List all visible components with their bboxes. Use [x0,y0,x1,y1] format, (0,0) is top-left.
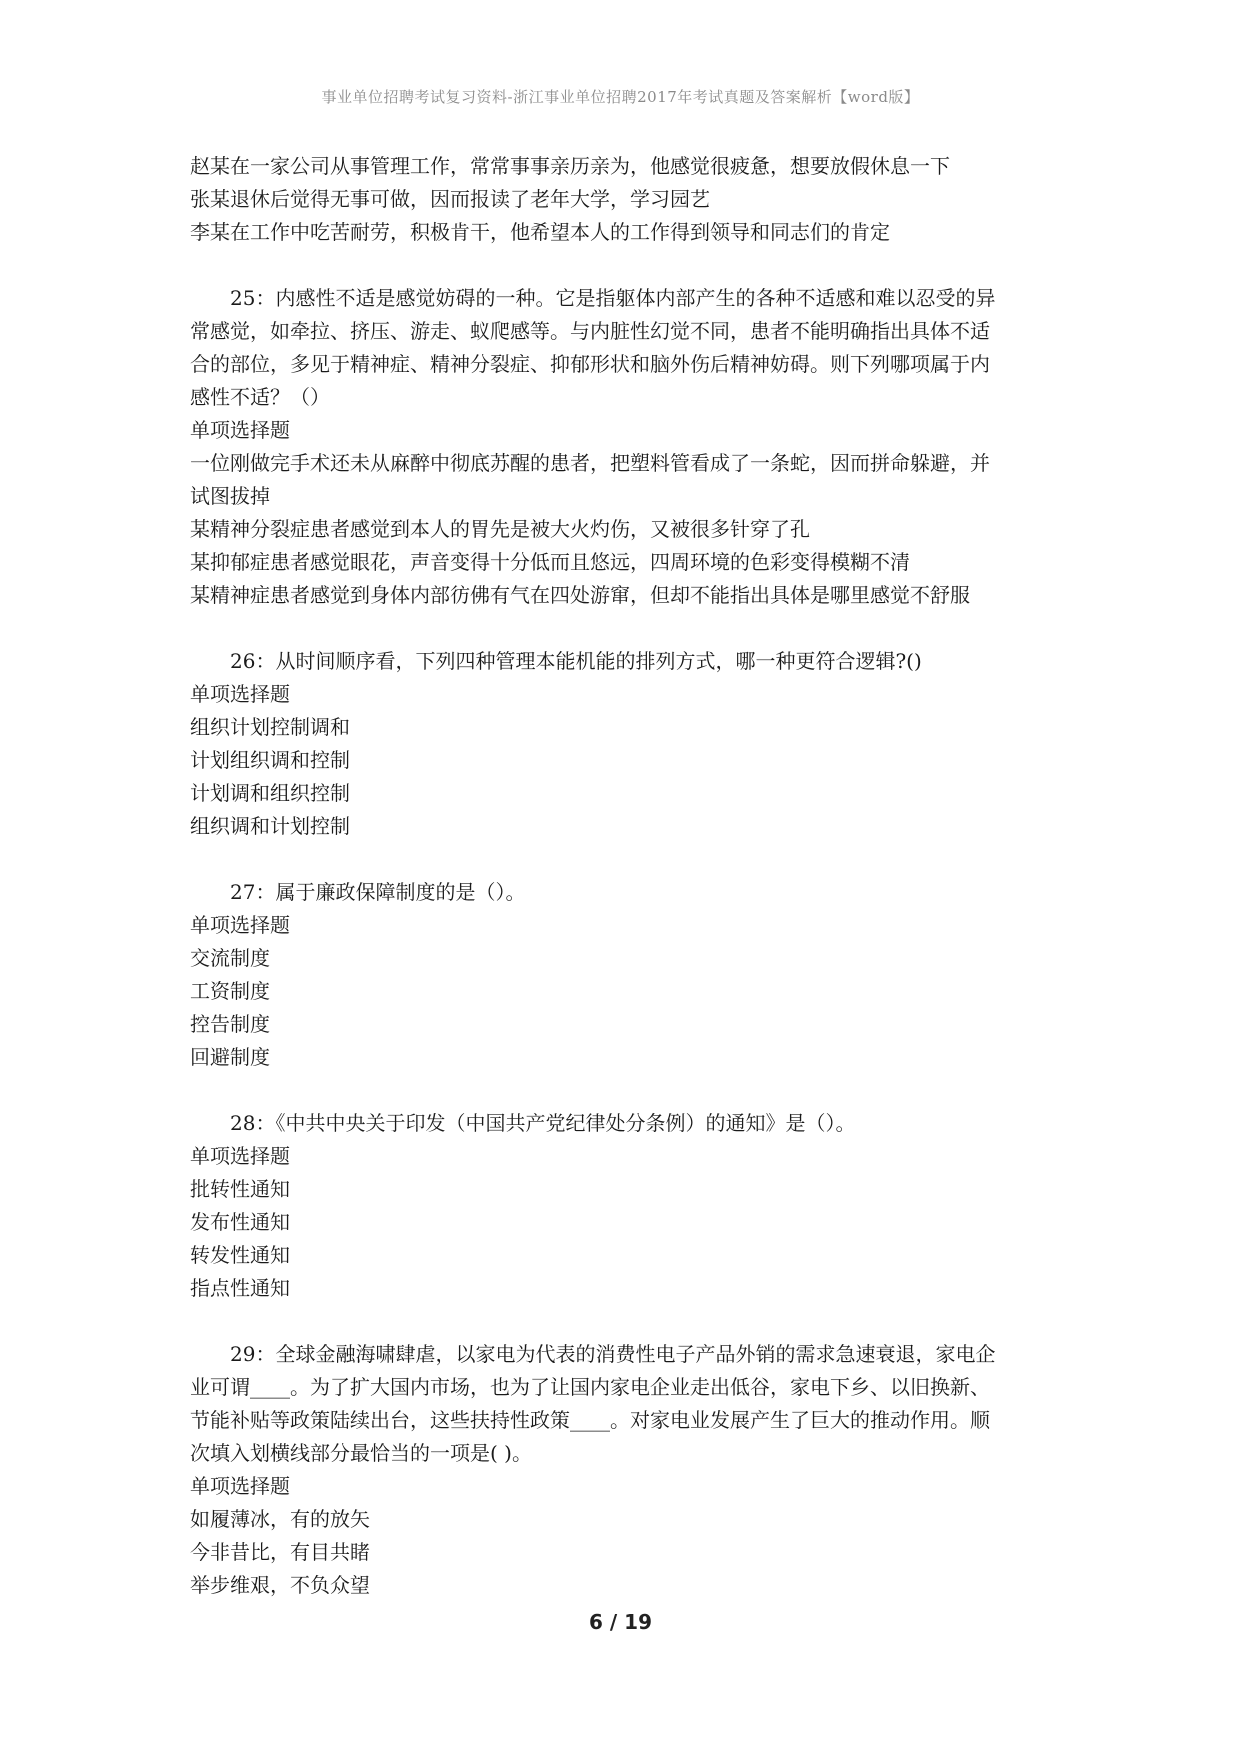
question-stem: 29：全球金融海啸肆虐，以家电为代表的消费性电子产品外销的需求急速衰退，家电企 [230,1342,996,1366]
question-type: 单项选择题 [190,418,290,442]
question-type: 单项选择题 [190,1144,290,1168]
option-text: 交流制度 [190,946,270,970]
question-type: 单项选择题 [190,682,290,706]
question-28 [190,1107,1070,1305]
option-text: 计划组织调和控制 [190,748,350,772]
option-text: 举步维艰，不负众望 [190,1573,370,1597]
option-text: 李某在工作中吃苦耐劳，积极肯干，他希望本人的工作得到领导和同志们的肯定 [190,220,890,244]
question-25 [190,282,1070,612]
option-text: 某精神分裂症患者感觉到本人的胃先是被大火灼伤，又被很多针穿了孔 [190,517,810,541]
option-text: 赵某在一家公司从事管理工作，常常事事亲历亲为，他感觉很疲惫，想要放假休息一下 [190,154,950,178]
option-text: 转发性通知 [190,1243,290,1267]
option-text: 回避制度 [190,1045,270,1069]
option-text: 指点性通知 [190,1276,290,1300]
question-29 [190,1338,1070,1602]
question-26 [190,645,1070,843]
option-text: 计划调和组织控制 [190,781,350,805]
question-stem: 27：属于廉政保障制度的是（）。 [230,880,526,904]
question-stem: 26：从时间顺序看，下列四种管理本能机能的排列方式，哪一种更符合逻辑?() [230,649,922,673]
option-text: 某精神症患者感觉到身体内部彷佛有气在四处游窜，但却不能指出具体是哪里感觉不舒服 [190,583,970,607]
option-text: 组织调和计划控制 [190,814,350,838]
question-type: 单项选择题 [190,913,290,937]
question-27 [190,876,1070,1074]
option-text: 发布性通知 [190,1210,290,1234]
page-header: 事业单位招聘考试复习资料-浙江事业单位招聘2017年考试真题及答案解析【word版】 [321,88,920,106]
question-stem: 节能补贴等政策陆续出台，这些扶持性政策____。对家电业发展产生了巨大的推动作用。顺 [190,1408,990,1432]
question-stem: 常感觉，如牵拉、挤压、游走、蚁爬感等。与内脏性幻觉不同，患者不能明确指出具体不适 [190,319,990,343]
option-text: 如履薄冰，有的放矢 [190,1507,370,1531]
page-number: 6 / 19 [589,1610,652,1634]
question-stem: 业可谓____。为了扩大国内市场，也为了让国内家电企业走出低谷，家电下乡、以旧换新、 [190,1375,990,1399]
question-stem: 28：《中共中央关于印发（中国共产党纪律处分条例）的通知》是（）。 [230,1111,856,1135]
option-text: 某抑郁症患者感觉眼花，声音变得十分低而且悠远，四周环境的色彩变得模糊不清 [190,550,910,574]
option-text: 今非昔比，有目共睹 [190,1540,370,1564]
option-text: 批转性通知 [190,1177,290,1201]
question-stem: 感性不适？（） [190,385,330,409]
option-text: 工资制度 [190,979,270,1003]
page-content [190,150,1070,1602]
option-text: 组织计划控制调和 [190,715,350,739]
option-text: 控告制度 [190,1012,270,1036]
question-stem: 次填入划横线部分最恰当的一项是( )。 [190,1441,532,1465]
option-text: 一位刚做完手术还未从麻醉中彻底苏醒的患者，把塑料管看成了一条蛇，因而拼命躲避，并 [190,451,990,475]
option-text: 张某退休后觉得无事可做，因而报读了老年大学，学习园艺 [190,187,710,211]
question-stem: 25：内感性不适是感觉妨碍的一种。它是指躯体内部产生的各种不适感和难以忍受的异 [230,286,996,310]
option-text: 试图拔掉 [190,484,270,508]
question-type: 单项选择题 [190,1474,290,1498]
question-stem: 合的部位，多见于精神症、精神分裂症、抑郁形状和脑外伤后精神妨碍。则下列哪项属于内 [190,352,990,376]
